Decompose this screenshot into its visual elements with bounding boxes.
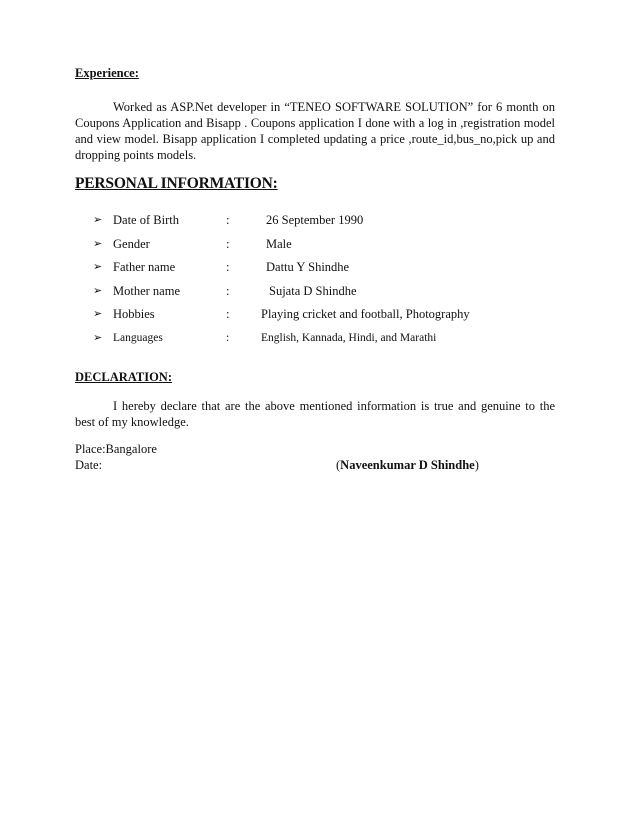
info-value: Sujata D Shindhe [269, 283, 357, 298]
arrow-bullet-icon: ➢ [93, 261, 103, 274]
info-row-date-of-birth [93, 212, 513, 236]
info-value: Male [266, 236, 292, 251]
info-separator: : [226, 283, 230, 298]
info-row-hobbies [93, 306, 513, 330]
arrow-bullet-icon: ➢ [93, 237, 103, 250]
info-value: English, Kannada, Hindi, and Marathi [261, 331, 437, 344]
signature-close-paren: ) [474, 458, 479, 472]
info-separator: : [226, 307, 230, 322]
signature-name: Naveenkumar D Shindhe [340, 458, 475, 472]
info-label: Father name [113, 260, 176, 275]
arrow-bullet-icon: ➢ [93, 308, 103, 321]
arrow-bullet-icon: ➢ [93, 284, 103, 297]
declaration-heading: DECLARATION: [75, 370, 172, 384]
date-line: Date: [75, 458, 103, 472]
info-separator: : [226, 213, 230, 227]
info-label: Languages [113, 331, 163, 344]
signature-open-paren: ( [336, 458, 341, 472]
info-value: Playing cricket and football, Photography [261, 307, 470, 322]
info-value: 26 September 1990 [266, 213, 364, 227]
info-separator: : [226, 260, 230, 275]
personal-information-heading: PERSONAL INFORMATION: [75, 175, 278, 192]
signature [336, 457, 479, 473]
info-row-mother-name [93, 283, 513, 307]
place-line: Place:Bangalore [75, 442, 157, 456]
declaration-paragraph [75, 398, 555, 430]
experience-text: Worked as ASP.Net developer in “TENEO SOFTWARE SOLUTION” for 6 month on Coupons Application and Bisapp . Coupons application I done with a log in ,registration model and view model. Bisapp application I completed updating a price ,route_id,bus_no,pick up and dropping points models. [75, 100, 555, 162]
personal-information-list [93, 212, 513, 354]
info-label: Gender [113, 236, 150, 251]
info-label: Mother name [113, 283, 180, 298]
arrow-bullet-icon: ➢ [93, 331, 103, 344]
experience-paragraph [75, 99, 555, 163]
experience-heading: Experience: [75, 66, 139, 80]
info-row-languages [93, 330, 513, 354]
arrow-bullet-icon: ➢ [93, 214, 103, 226]
info-row-gender [93, 236, 513, 260]
declaration-text: I hereby declare that are the above mentioned information is true and genuine to the best of my knowledge. [75, 399, 555, 429]
info-label: Hobbies [113, 307, 155, 322]
info-value: Dattu Y Shindhe [266, 260, 350, 275]
info-separator: : [226, 331, 230, 344]
info-row-father-name [93, 259, 513, 283]
info-label: Date of Birth [113, 213, 179, 227]
info-separator: : [226, 236, 230, 251]
